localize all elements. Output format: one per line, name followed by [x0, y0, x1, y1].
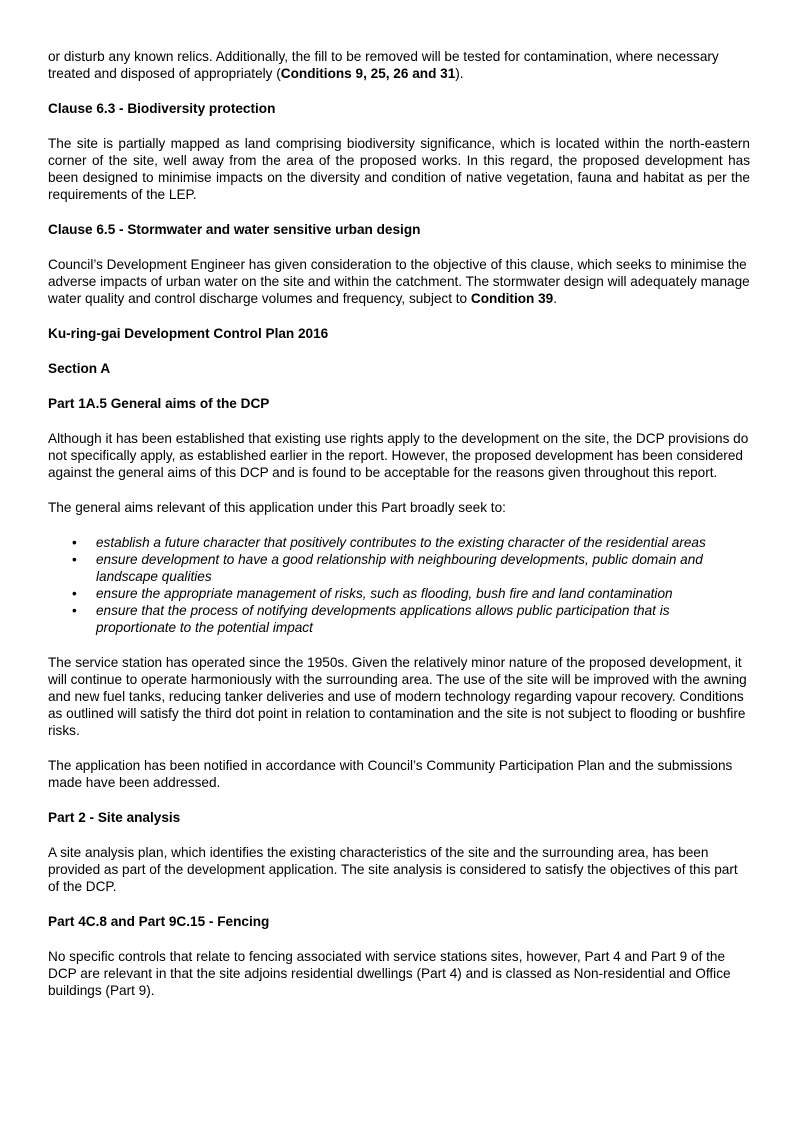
part-1a5-paragraph: Although it has been established that existing use rights apply to the development on the site, the DCP provisions do not specifically apply, as established earlier in the report. However, the proposed development has been considered against the general aims of this DCP and is found to be acceptable for the reasons given throughout this report.	[48, 431, 749, 480]
document-body	[48, 48, 750, 999]
heading-fencing: Part 4C.8 and Part 9C.15 - Fencing	[48, 914, 270, 929]
intro-text: or disturb any known relics. Additionally, the fill to be removed will be tested for contamination, where necessary treated and disposed of appropriately (	[48, 49, 719, 81]
list-item-text: ensure development to have a good relationship with neighbouring developments, public domain and landscape qualities	[96, 552, 703, 584]
stormwater-paragraph	[48, 256, 750, 307]
list-item	[48, 551, 750, 585]
list-item	[48, 602, 750, 636]
general-aims-paragraph: The general aims relevant of this application under this Part broadly seek to:	[48, 500, 506, 515]
list-item	[48, 585, 750, 602]
bullet-marker: •	[72, 603, 77, 618]
fencing-paragraph: No specific controls that relate to fencing associated with service stations sites, however, Part 4 and Part 9 of the DCP are relevant in that the site adjoins residential dwellings (Part 4) and is classed as Non-residential and Office buildings (Part 9).	[48, 949, 731, 998]
list-item-text: ensure that the process of notifying developments applications allows public participation that is proportionate to the potential impact	[96, 603, 670, 635]
list-item-text: establish a future character that positively contributes to the existing character of the residential areas	[96, 535, 706, 550]
stormwater-condition-ref: Condition 39	[470, 291, 554, 306]
heading-part-1a5: Part 1A.5 General aims of the DCP	[48, 396, 270, 411]
intro-text-end: ).	[455, 66, 464, 81]
notification-paragraph: The application has been notified in accordance with Council’s Community Participation Plan and the submissions made have been addressed.	[48, 758, 733, 790]
intro-conditions-ref: Conditions 9, 25, 26 and 31	[280, 66, 456, 81]
bullet-marker: •	[72, 552, 77, 567]
heading-part-2: Part 2 - Site analysis	[48, 810, 181, 825]
stormwater-text: Council’s Development Engineer has given consideration to the objective of this clause, which seeks to minimise the adverse impacts of urban water on the site and within the catchment. The stormwater design will adequately manage water quality and control discharge volumes and frequency, subject to	[48, 257, 750, 306]
heading-biodiversity: Clause 6.3 - Biodiversity protection	[48, 101, 276, 116]
heading-section-a: Section A	[48, 361, 111, 376]
biodiversity-paragraph: The site is partially mapped as land comprising biodiversity significance, which is located within the north-eastern corner of the site, well away from the area of the proposed works. In this regard, the proposed development has been designed to minimise impacts on the diversity and condition of native vegetation, fauna and habitat as per the requirements of the LEP.	[48, 136, 750, 202]
service-station-paragraph: The service station has operated since the 1950s. Given the relatively minor nature of the proposed development, it will continue to operate harmoniously with the surrounding area. The use of the site will be improved with the awning and new fuel tanks, reducing tanker deliveries and use of modern technology regarding vapour recovery. Conditions as outlined will satisfy the third dot point in relation to contamination and the site is not subject to flooding or bushfire risks.	[48, 655, 747, 738]
list-item	[48, 534, 750, 551]
bullet-marker: •	[72, 586, 77, 601]
bullet-marker: •	[72, 535, 77, 550]
intro-paragraph	[48, 48, 750, 82]
stormwater-text-end: .	[553, 291, 558, 306]
heading-stormwater: Clause 6.5 - Stormwater and water sensitive urban design	[48, 222, 421, 237]
site-analysis-paragraph: A site analysis plan, which identifies the existing characteristics of the site and the surrounding area, has been provided as part of the development application. The site analysis is considered to satisfy the objectives of this part of the DCP.	[48, 845, 738, 894]
general-aims-list	[48, 534, 750, 636]
heading-dcp: Ku-ring-gai Development Control Plan 2016	[48, 326, 329, 341]
list-item-text: ensure the appropriate management of risks, such as flooding, bush fire and land contamination	[96, 586, 673, 601]
